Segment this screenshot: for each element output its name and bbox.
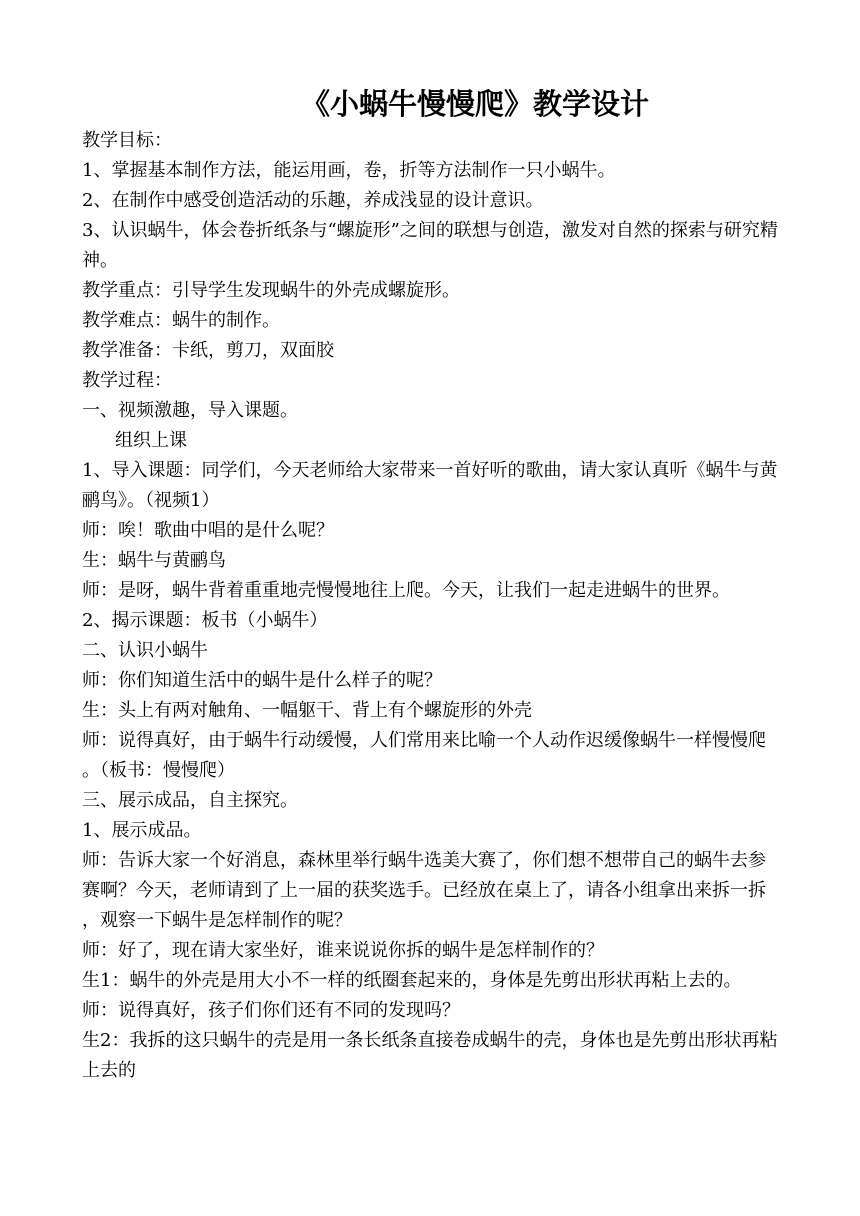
document-paragraph: 3、认识蜗牛，体会卷折纸条与“螺旋形”之间的联想与创造，激发对自然的探索与研究精神。 bbox=[82, 220, 778, 271]
document-paragraph: 1、展示成品。 bbox=[82, 820, 202, 841]
document-paragraph: 教学难点：蜗牛的制作。 bbox=[82, 310, 280, 331]
document-paragraph: 生：头上有两对触角、一幅躯干、背上有个螺旋形的外壳 bbox=[82, 700, 532, 721]
document-paragraph: 教学过程： bbox=[82, 370, 172, 391]
document-paragraph: 三、展示成品，自主探究。 bbox=[82, 790, 298, 811]
document-paragraph: 教学目标： bbox=[82, 130, 172, 151]
document-paragraph: 师：你们知道生活中的蜗牛是什么样子的呢？ bbox=[82, 670, 442, 691]
document-paragraph: 1、导入课题：同学们，今天老师给大家带来一首好听的歌曲，请大家认真听《蜗牛与黄鹂鸟》。（视频1） bbox=[82, 460, 778, 511]
document-paragraph: 2、揭示课题：板书（小蜗牛） bbox=[82, 610, 328, 631]
document-title: 《小蜗牛慢慢爬》教学设计 bbox=[300, 87, 649, 121]
document-paragraph: 师：好了，现在请大家坐好，谁来说说你拆的蜗牛是怎样制作的？ bbox=[82, 940, 604, 961]
document-paragraph: 教学重点：引导学生发现蜗牛的外壳成螺旋形。 bbox=[82, 280, 460, 301]
document-paragraph: 师：是呀，蜗牛背着重重地壳慢慢地往上爬。今天，让我们一起走进蜗牛的世界。 bbox=[82, 580, 730, 601]
document-body bbox=[82, 126, 782, 1086]
document-paragraph: 1、掌握基本制作方法，能运用画，卷，折等方法制作一只小蜗牛。 bbox=[82, 160, 616, 181]
document-paragraph: 教学准备：卡纸，剪刀，双面胶 bbox=[82, 340, 334, 361]
document-paragraph: 二、认识小蜗牛 bbox=[82, 640, 208, 661]
document-paragraph: 师：告诉大家一个好消息，森林里举行蜗牛选美大赛了，你们想不想带自己的蜗牛去参赛啊？今天，老师请到了上一届的获奖选手。已经放在桌上了，请各小组拿出来拆一拆，观察一下蜗牛是怎样制作的呢？ bbox=[82, 850, 766, 931]
document-paragraph: 师：说得真好，孩子们你们还有不同的发现吗？ bbox=[82, 1000, 460, 1021]
document-paragraph: 生1：蜗牛的外壳是用大小不一样的纸圈套起来的，身体是先剪出形状再粘上去的。 bbox=[82, 970, 742, 991]
document-paragraph: 2、在制作中感受创造活动的乐趣，养成浅显的设计意识。 bbox=[82, 190, 544, 211]
document-paragraph: 生：蜗牛与黄鹂鸟 bbox=[82, 550, 226, 571]
document-paragraph: 师：说得真好，由于蜗牛行动缓慢，人们常用来比喻一个人动作迟缓像蜗牛一样慢慢爬。（板书：慢慢爬） bbox=[82, 730, 766, 781]
document-paragraph: 生2：我拆的这只蜗牛的壳是用一条长纸条直接卷成蜗牛的壳，身体也是先剪出形状再粘上去的 bbox=[82, 1030, 778, 1081]
document-paragraph: 师：唉！歌曲中唱的是什么呢？ bbox=[82, 520, 334, 541]
document-paragraph: 一、视频激趣，导入课题。 bbox=[82, 400, 298, 421]
document-paragraph: 组织上课 bbox=[115, 430, 187, 451]
